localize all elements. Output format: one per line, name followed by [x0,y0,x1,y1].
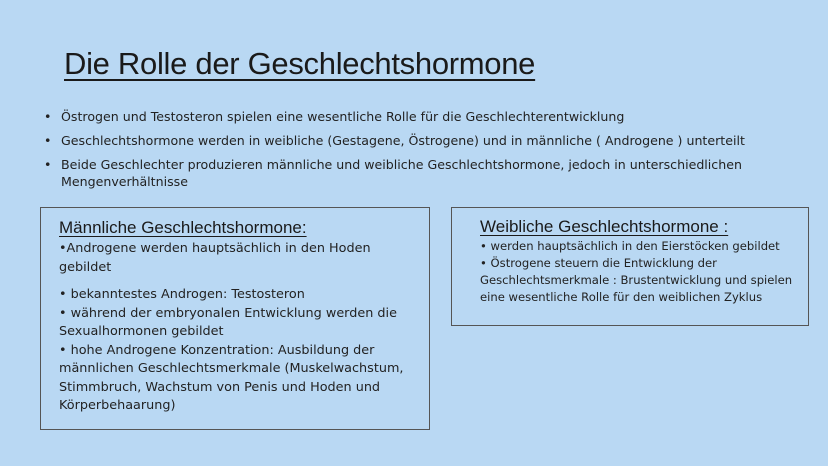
female-hormones-box [451,207,809,326]
female-hormones-list [480,238,800,306]
male-hormones-item: •Androgene werden hauptsächlich in den Hoden gebildet [59,241,371,275]
male-hormones-box [40,207,430,430]
intro-bullet: • Östrogen und Testosteron spielen eine wesentliche Rolle für die Geschlechterentwicklung [44,108,804,125]
female-hormones-item: • Östrogene steuern die Entwicklung der Geschlechtsmerkmale : Brustentwicklung und spielen eine wesentliche Rolle für den weiblichen Zyklus [480,256,793,304]
male-hormones-list [59,240,425,416]
female-hormones-title: Weibliche Geschlechtshormone : [480,217,729,236]
male-hormones-item: • während der embryonalen Entwicklung werden die Sexualhormonen gebildet [59,305,397,339]
intro-bullet: • Geschlechtshormone werden in weibliche (Gestagene, Östrogene) und in männliche ( Androgene ) unterteilt [44,132,804,149]
male-hormones-title: Männliche Geschlechtshormone: [59,218,307,237]
intro-bullet-list [44,108,804,197]
female-hormones-item: • werden hauptsächlich in den Eierstöcken gebildet [480,239,780,253]
slide-title: Die Rolle der Geschlechtshormone [64,46,536,81]
intro-bullet: • Beide Geschlechter produzieren männliche und weibliche Geschlechtshormone, jedoch in unterschiedlichen Mengenverhältnisse [44,156,804,190]
male-hormones-item: • hohe Androgene Konzentration: Ausbildung der männlichen Geschlechtsmerkmale (Muskelwachstum, Stimmbruch, Wachstum von Penis und Hoden und Körperbehaarung) [59,342,404,413]
male-hormones-item: • bekanntestes Androgen: Testosteron [59,287,305,302]
